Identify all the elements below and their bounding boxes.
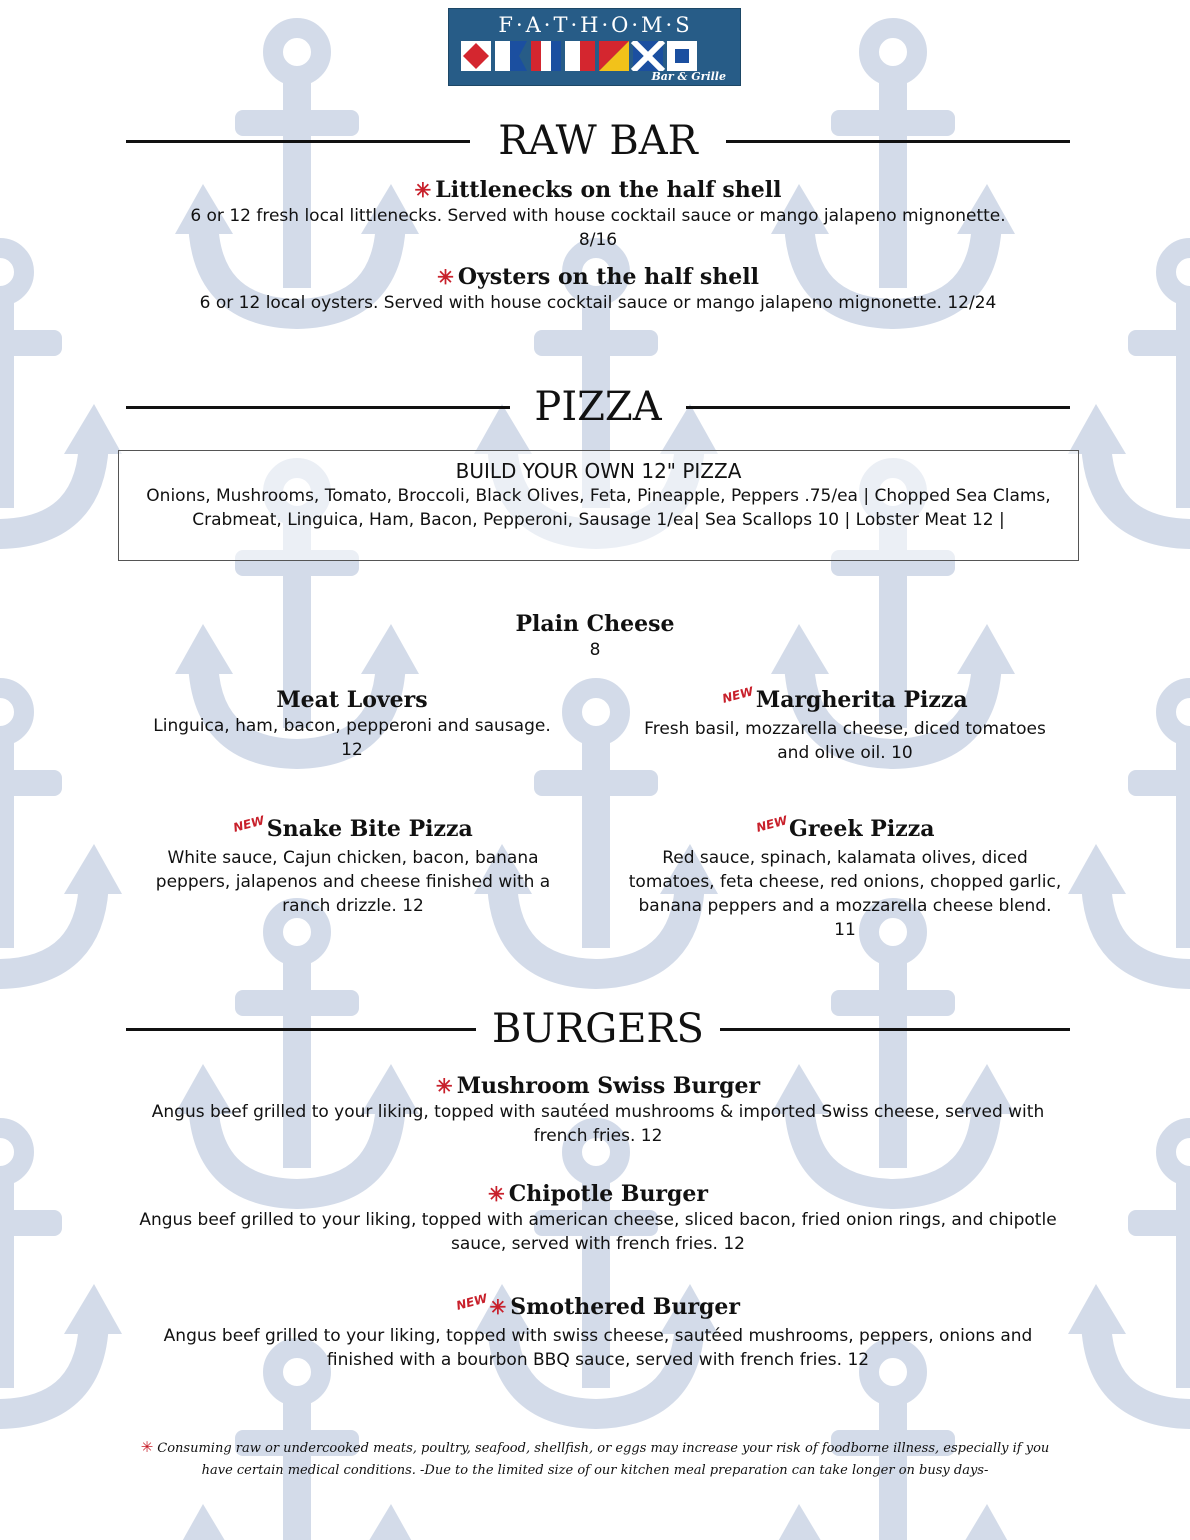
item-description: Angus beef grilled to your liking, topped with swiss cheese, sautéed mushrooms, peppers, onions and finished with a bourbon BBQ sauce, served with french fries. 12	[163, 1326, 1033, 1370]
menu-item-snake-bite-pizza	[130, 815, 576, 918]
item-name-text: Oysters on the half shell	[457, 264, 759, 290]
menu-item-margherita-pizza	[630, 686, 1060, 765]
item-name-text: Greek Pizza	[789, 816, 935, 842]
food-safety-disclaimer	[130, 1436, 1060, 1482]
menu-item-mushroom-swiss-burger	[126, 1072, 1070, 1148]
item-name-text: Littlenecks on the half shell	[435, 177, 782, 203]
menu-item-chipotle-burger	[126, 1180, 1070, 1256]
menu-item-meat-lovers	[142, 686, 562, 762]
item-name: Plain Cheese	[515, 611, 675, 637]
nautical-flags-icon	[461, 41, 729, 71]
menu-item-plain-cheese	[395, 610, 795, 662]
logo-tagline: Bar & Grille	[651, 70, 726, 83]
item-description: 6 or 12 local oysters. Served with house cocktail sauce or mango jalapeno mignonette. 12/24	[199, 293, 997, 313]
star-icon: ✳	[437, 265, 454, 289]
item-name	[126, 176, 1070, 204]
item-description: Angus beef grilled to your liking, topped with american cheese, sliced bacon, fried onion rings, and chipotle sauce, served with french fries. 12	[139, 1210, 1057, 1254]
item-name	[126, 1180, 1070, 1208]
new-badge: NEW	[721, 684, 756, 706]
menu-item-greek-pizza	[625, 815, 1065, 942]
item-price: 8	[589, 640, 601, 660]
item-description: Red sauce, spinach, kalamata olives, diced tomatoes, feta cheese, red onions, chopped garlic, banana peppers and a mozzarella cheese blend. 11	[628, 848, 1062, 940]
item-description: Fresh basil, mozzarella cheese, diced tomatoes and olive oil. 10	[644, 719, 1046, 763]
section-title: BURGERS	[492, 1006, 704, 1052]
item-name: Meat Lovers	[276, 687, 428, 713]
heading-rule-right	[726, 140, 1070, 143]
item-name-text: Snake Bite Pizza	[266, 816, 473, 842]
new-badge: NEW	[232, 813, 267, 835]
item-description: White sauce, Cajun chicken, bacon, banana peppers, jalapenos and cheese finished with a ranch drizzle. 12	[155, 848, 551, 916]
logo-name: F·A·T·H·O·M·S	[498, 13, 693, 37]
item-name	[126, 1293, 1070, 1324]
item-name-text: Smothered Burger	[510, 1294, 741, 1320]
item-name-text: Mushroom Swiss Burger	[456, 1073, 761, 1099]
pizza-heading	[126, 377, 1070, 437]
item-name-text: Chipotle Burger	[508, 1181, 708, 1207]
menu-item-smothered-burger	[126, 1293, 1070, 1372]
build-your-own-pizza-box	[118, 450, 1079, 561]
item-name	[126, 1072, 1070, 1100]
section-title: PIZZA	[534, 384, 662, 430]
section-title: RAW BAR	[498, 118, 698, 164]
burgers-heading	[126, 999, 1070, 1059]
star-icon: ✳	[489, 1295, 507, 1319]
star-icon: ✳	[487, 1182, 505, 1206]
item-description: 6 or 12 fresh local littlenecks. Served with house cocktail sauce or mango jalapeno mignonette.	[190, 206, 1006, 226]
build-your-own-toppings: Onions, Mushrooms, Tomato, Broccoli, Black Olives, Feta, Pineapple, Peppers .75/ea | Chopped Sea Clams, Crabmeat, Linguica, Ham, Bacon, Pepperoni, Sausage 1/ea| Sea Scallops 10 | Lobster Meat 12 |	[146, 486, 1051, 530]
disclaimer-text: Consuming raw or undercooked meats, poultry, seafood, shellfish, or eggs may increase your risk of foodborne illness, especially if you have certain medical conditions. -Due to the limited size of our kitchen meal preparation can take longer on busy days-	[157, 1441, 1050, 1478]
item-name	[130, 815, 576, 846]
item-name	[126, 263, 1070, 291]
heading-rule-right	[720, 1028, 1070, 1031]
item-name	[630, 686, 1060, 717]
menu-item-oysters	[126, 263, 1070, 315]
heading-rule-right	[686, 406, 1070, 409]
fathoms-logo	[448, 8, 741, 86]
item-name-text: Margherita Pizza	[755, 687, 968, 713]
star-icon: ✳	[140, 1438, 154, 1456]
item-description: Angus beef grilled to your liking, topped with sautéed mushrooms & imported Swiss cheese, served with french fries. 12	[151, 1102, 1045, 1146]
item-description: Linguica, ham, bacon, pepperoni and sausage. 12	[153, 716, 551, 760]
star-icon: ✳	[435, 1074, 453, 1098]
build-your-own-title: BUILD YOUR OWN 12" PIZZA	[455, 459, 742, 483]
star-icon: ✳	[414, 178, 432, 202]
menu-item-littlenecks	[126, 176, 1070, 252]
item-price: 8/16	[578, 230, 618, 250]
item-name	[625, 815, 1065, 846]
raw-bar-heading	[126, 111, 1070, 171]
new-badge: NEW	[454, 1291, 489, 1313]
new-badge: NEW	[754, 813, 789, 835]
